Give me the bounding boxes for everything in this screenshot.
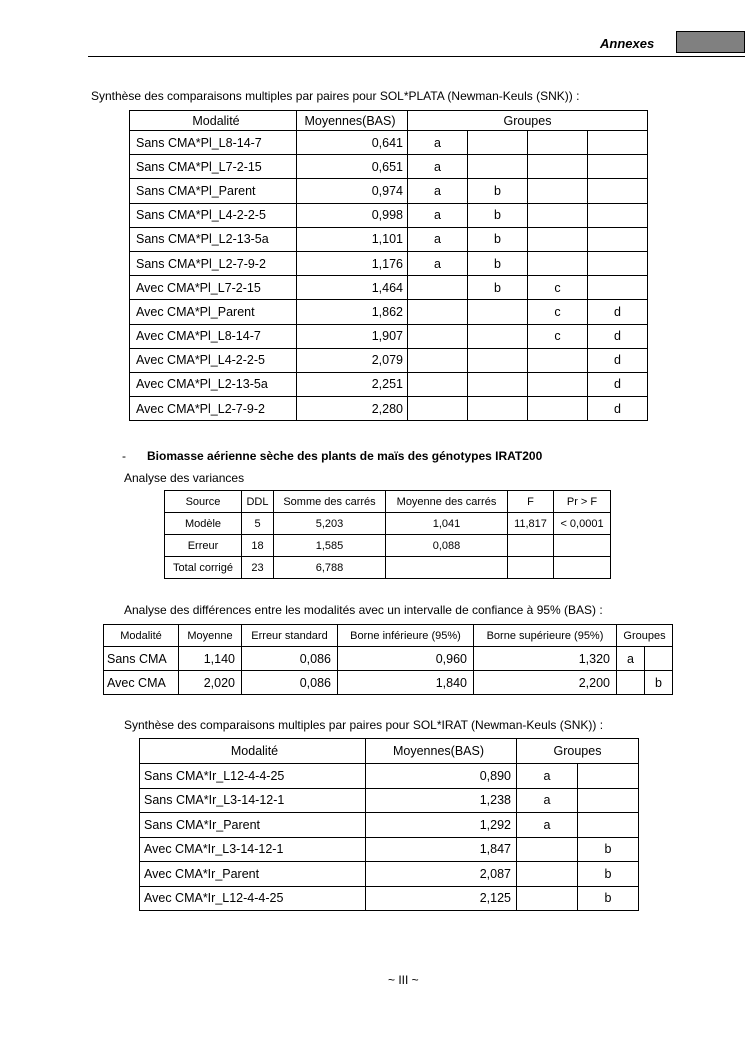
table-cell: 1,176: [297, 251, 408, 275]
table-cell: 1,041: [386, 513, 508, 535]
table-cell: [508, 557, 554, 579]
table-cell: Avec CMA: [104, 671, 179, 695]
table-cell: Avec CMA*Pl_L4-2-2-5: [130, 348, 297, 372]
table-cell: [578, 764, 639, 789]
table-cell: d: [588, 348, 648, 372]
table-cell: Sans CMA*Ir_L3-14-12-1: [140, 788, 366, 813]
table-cell: Avec CMA*Pl_L2-7-9-2: [130, 397, 297, 421]
table-cell: Modèle: [165, 513, 242, 535]
table-cell: b: [468, 179, 528, 203]
table-cell: [528, 155, 588, 179]
table-cell: Sans CMA: [104, 647, 179, 671]
table-cell: 0,960: [338, 647, 474, 671]
table-row: [104, 647, 673, 671]
table-cell: [578, 788, 639, 813]
table-cell: [588, 276, 648, 300]
table-cell: [528, 227, 588, 251]
page-number: ~ III ~: [388, 973, 419, 987]
table-cell: b: [645, 671, 673, 695]
table-cell: d: [588, 324, 648, 348]
column-header: Modalité: [104, 625, 179, 647]
column-header: Modalité: [140, 739, 366, 764]
column-header: Moyenne des carrés: [386, 491, 508, 513]
column-header: Moyennes(BAS): [297, 111, 408, 131]
column-header: Source: [165, 491, 242, 513]
table-row: [130, 348, 648, 372]
column-header: Groupes: [408, 111, 648, 131]
table-cell: [408, 348, 468, 372]
table-cell: Erreur: [165, 535, 242, 557]
table-cell: a: [517, 813, 578, 838]
table-cell: 18: [242, 535, 274, 557]
table-cell: [468, 348, 528, 372]
table-cell: 0,998: [297, 203, 408, 227]
table-cell: 2,200: [474, 671, 617, 695]
confidence-interval-table: [103, 624, 673, 695]
table-header-row: [130, 111, 648, 131]
table-cell: 1,320: [474, 647, 617, 671]
table-cell: [408, 324, 468, 348]
section3-caption: Analyse des différences entre les modalités avec un intervalle de confiance à 95% (BAS) :: [124, 603, 603, 617]
section2-subtitle: Analyse des variances: [124, 471, 245, 485]
table-row: [130, 203, 648, 227]
table-cell: 0,651: [297, 155, 408, 179]
table-header-row: [165, 491, 611, 513]
column-header: Somme des carrés: [274, 491, 386, 513]
table-cell: [528, 348, 588, 372]
column-header: Borne inférieure (95%): [338, 625, 474, 647]
table-cell: Avec CMA*Pl_Parent: [130, 300, 297, 324]
table-row: [140, 788, 639, 813]
table-cell: 0,890: [366, 764, 517, 789]
table-cell: 0,086: [242, 647, 338, 671]
table-cell: c: [528, 324, 588, 348]
table-cell: 1,907: [297, 324, 408, 348]
table-cell: Sans CMA*Pl_L2-13-5a: [130, 227, 297, 251]
section4-caption: Synthèse des comparaisons multiples par paires pour SOL*IRAT (Newman-Keuls (SNK)) :: [124, 718, 604, 732]
table-cell: a: [408, 203, 468, 227]
table-cell: c: [528, 300, 588, 324]
table-cell: b: [468, 276, 528, 300]
table-cell: Sans CMA*Ir_Parent: [140, 813, 366, 838]
table-cell: [554, 557, 611, 579]
column-header: DDL: [242, 491, 274, 513]
table-header-row: [140, 739, 639, 764]
table-cell: 0,974: [297, 179, 408, 203]
table-cell: 1,101: [297, 227, 408, 251]
table-cell: Avec CMA*Ir_L12-4-4-25: [140, 886, 366, 911]
table-cell: b: [578, 862, 639, 887]
table-cell: [588, 179, 648, 203]
table-row: [165, 535, 611, 557]
column-header: Borne supérieure (95%): [474, 625, 617, 647]
table-cell: b: [578, 886, 639, 911]
table-cell: [645, 647, 673, 671]
table-cell: Sans CMA*Pl_L7-2-15: [130, 155, 297, 179]
table-cell: [588, 227, 648, 251]
table-row: [130, 251, 648, 275]
table-cell: b: [468, 203, 528, 227]
table-row: [130, 300, 648, 324]
table-row: [165, 557, 611, 579]
table-cell: Avec CMA*Pl_L2-13-5a: [130, 372, 297, 396]
bullet-dash: -: [122, 449, 126, 463]
table-cell: Sans CMA*Pl_Parent: [130, 179, 297, 203]
header-grey-box: [676, 31, 745, 53]
table-cell: Sans CMA*Pl_L4-2-2-5: [130, 203, 297, 227]
table-row: [130, 131, 648, 155]
column-header: Moyennes(BAS): [366, 739, 517, 764]
table-cell: [588, 155, 648, 179]
table-cell: 5: [242, 513, 274, 535]
table-cell: [468, 324, 528, 348]
table-cell: [468, 397, 528, 421]
table-cell: [468, 300, 528, 324]
table-cell: 1,140: [179, 647, 242, 671]
table-row: [130, 324, 648, 348]
table-cell: 0,088: [386, 535, 508, 557]
table-cell: 5,203: [274, 513, 386, 535]
table-cell: 1,464: [297, 276, 408, 300]
table-cell: d: [588, 372, 648, 396]
table-header-row: [104, 625, 673, 647]
table-cell: [528, 372, 588, 396]
table-cell: [408, 397, 468, 421]
table-cell: Total corrigé: [165, 557, 242, 579]
table-row: [165, 513, 611, 535]
table-cell: Avec CMA*Pl_L7-2-15: [130, 276, 297, 300]
table-row: [140, 764, 639, 789]
table-cell: 2,079: [297, 348, 408, 372]
table-cell: b: [468, 251, 528, 275]
table-row: [140, 813, 639, 838]
column-header: Modalité: [130, 111, 297, 131]
table-cell: 1,292: [366, 813, 517, 838]
column-header: Pr > F: [554, 491, 611, 513]
table-cell: a: [517, 788, 578, 813]
table-row: [130, 276, 648, 300]
table-cell: [588, 203, 648, 227]
table-cell: [528, 397, 588, 421]
table-cell: c: [528, 276, 588, 300]
table-cell: a: [617, 647, 645, 671]
table-cell: 23: [242, 557, 274, 579]
table-cell: [554, 535, 611, 557]
table-cell: [508, 535, 554, 557]
table-cell: [588, 131, 648, 155]
table-cell: 1,847: [366, 837, 517, 862]
table-cell: a: [408, 227, 468, 251]
table-cell: 2,020: [179, 671, 242, 695]
section2-title: Biomasse aérienne sèche des plants de maïs des génotypes IRAT200: [147, 449, 543, 463]
table-cell: [528, 179, 588, 203]
table-cell: [588, 251, 648, 275]
table-cell: a: [408, 179, 468, 203]
table-cell: 1,585: [274, 535, 386, 557]
table-cell: Avec CMA*Ir_Parent: [140, 862, 366, 887]
table-cell: 11,817: [508, 513, 554, 535]
table-cell: Sans CMA*Pl_L2-7-9-2: [130, 251, 297, 275]
table-cell: 6,788: [274, 557, 386, 579]
table-cell: [468, 372, 528, 396]
table-cell: 1,862: [297, 300, 408, 324]
table-cell: [408, 300, 468, 324]
table-cell: Avec CMA*Ir_L3-14-12-1: [140, 837, 366, 862]
table-cell: d: [588, 300, 648, 324]
table-cell: a: [517, 764, 578, 789]
table-cell: [517, 886, 578, 911]
table-cell: [528, 251, 588, 275]
table-cell: b: [468, 227, 528, 251]
table-cell: d: [588, 397, 648, 421]
table-cell: [517, 837, 578, 862]
table-row: [104, 671, 673, 695]
table-cell: < 0,0001: [554, 513, 611, 535]
table-cell: [468, 155, 528, 179]
table-cell: [528, 203, 588, 227]
table-cell: 1,238: [366, 788, 517, 813]
column-header: F: [508, 491, 554, 513]
table-cell: a: [408, 155, 468, 179]
table-cell: [617, 671, 645, 695]
table-cell: [528, 131, 588, 155]
table-cell: [408, 372, 468, 396]
table-row: [130, 155, 648, 179]
table-cell: Sans CMA*Ir_L12-4-4-25: [140, 764, 366, 789]
table-cell: a: [408, 251, 468, 275]
table-row: [140, 862, 639, 887]
table-cell: 2,251: [297, 372, 408, 396]
table-cell: [517, 862, 578, 887]
table-cell: Sans CMA*Pl_L8-14-7: [130, 131, 297, 155]
table-row: [140, 837, 639, 862]
table-cell: 2,280: [297, 397, 408, 421]
table-cell: a: [408, 131, 468, 155]
table-row: [130, 227, 648, 251]
table-cell: [578, 813, 639, 838]
column-header: Moyenne: [179, 625, 242, 647]
irat-snk-table: [139, 738, 639, 911]
column-header: Groupes: [617, 625, 673, 647]
column-header: Groupes: [517, 739, 639, 764]
table-row: [130, 397, 648, 421]
table-cell: [468, 131, 528, 155]
table-cell: [386, 557, 508, 579]
section1-caption: Synthèse des comparaisons multiples par paires pour SOL*PLATA (Newman-Keuls (SNK)) :: [91, 89, 580, 103]
header-rule: [88, 56, 745, 57]
column-header: Erreur standard: [242, 625, 338, 647]
variance-table: [164, 490, 611, 579]
table-cell: [408, 276, 468, 300]
table-cell: 2,125: [366, 886, 517, 911]
table-row: [140, 886, 639, 911]
table-cell: b: [578, 837, 639, 862]
header-title: Annexes: [600, 36, 655, 51]
table-cell: 1,840: [338, 671, 474, 695]
table-cell: 0,086: [242, 671, 338, 695]
table-cell: Avec CMA*Pl_L8-14-7: [130, 324, 297, 348]
table-row: [130, 372, 648, 396]
table-cell: 2,087: [366, 862, 517, 887]
plata-snk-table: [129, 110, 648, 421]
table-cell: 0,641: [297, 131, 408, 155]
table-row: [130, 179, 648, 203]
